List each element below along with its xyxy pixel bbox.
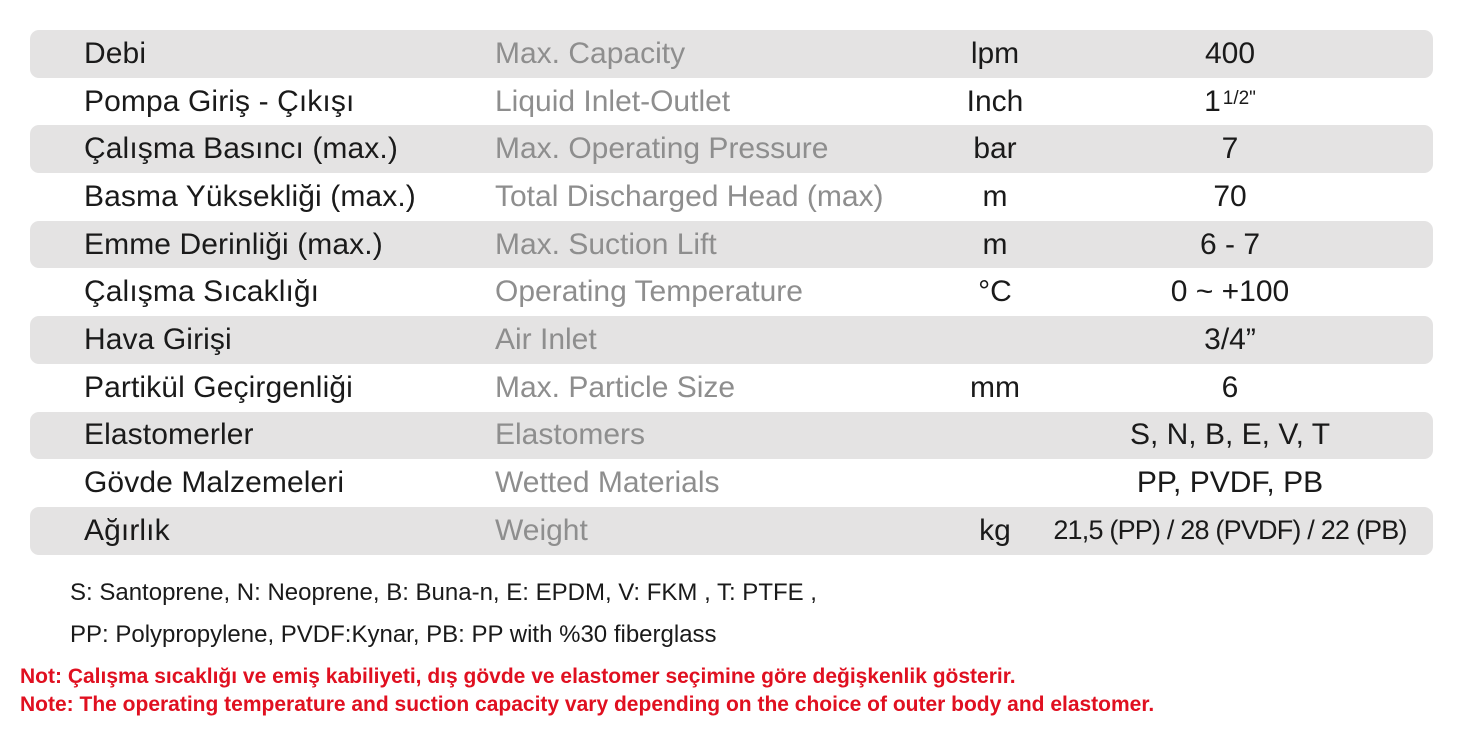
spec-row-suction-lift xyxy=(30,221,1433,269)
spec-label-en: Max. Suction Lift xyxy=(495,227,717,261)
note-turkish: Not: Çalışma sıcaklığı ve emiş kabiliyeti, dış gövde ve elastomer seçimine göre değişkenlik gösterir. xyxy=(20,665,1016,688)
spec-label-tr: Elastomerler xyxy=(84,418,254,452)
spec-row-wetted-materials xyxy=(30,459,1433,507)
spec-row-weight xyxy=(30,507,1433,555)
spec-label-tr: Debi xyxy=(84,36,147,70)
spec-row-operating-temperature xyxy=(30,268,1433,316)
spec-value: 6 - 7 xyxy=(1199,227,1261,261)
spec-label-tr: Çalışma Basıncı (max.) xyxy=(84,132,398,166)
spec-unit: bar xyxy=(973,132,1017,166)
spec-value: 400 xyxy=(1204,36,1256,70)
note-english: Note: The operating temperature and suction capacity vary depending on the choice of outer body and elastomer. xyxy=(20,693,1155,716)
spec-label-en: Elastomers xyxy=(495,418,646,452)
spec-label-en: Wetted Materials xyxy=(495,466,720,500)
spec-label-en: Liquid Inlet-Outlet xyxy=(495,84,731,118)
spec-unit: m xyxy=(982,179,1008,213)
spec-table xyxy=(30,30,1433,555)
spec-value-whole: 1 xyxy=(1204,84,1221,118)
spec-unit: Inch xyxy=(966,84,1024,118)
spec-label-tr: Çalışma Sıcaklığı xyxy=(84,275,320,309)
spec-row-particle-size xyxy=(30,364,1433,412)
spec-value: S, N, B, E, V, T xyxy=(1129,418,1331,452)
spec-unit: m xyxy=(982,227,1008,261)
spec-value-fraction: 1/2" xyxy=(1222,87,1256,109)
spec-label-tr: Ağırlık xyxy=(84,513,170,547)
spec-label-tr: Gövde Malzemeleri xyxy=(84,466,345,500)
elastomer-legend: S: Santoprene, N: Neoprene, B: Buna-n, E: EPDM, V: FKM , T: PTFE , xyxy=(70,579,817,606)
spec-unit: °C xyxy=(978,275,1012,309)
spec-row-discharge-head xyxy=(30,173,1433,221)
spec-value: 70 xyxy=(1213,179,1247,213)
spec-label-en: Operating Temperature xyxy=(495,275,803,309)
spec-unit: kg xyxy=(979,513,1011,547)
spec-label-en: Max. Capacity xyxy=(495,36,686,70)
spec-unit: lpm xyxy=(970,36,1020,70)
spec-value: 21,5 (PP) / 28 (PVDF) / 22 (PB) xyxy=(1053,515,1407,546)
spec-row-air-inlet xyxy=(30,316,1433,364)
spec-value xyxy=(1030,78,1430,126)
spec-label-en: Weight xyxy=(495,513,588,547)
spec-value: 6 xyxy=(1221,370,1239,404)
spec-label-en: Max. Particle Size xyxy=(495,370,736,404)
spec-label-tr: Hava Girişi xyxy=(84,322,232,356)
spec-unit: mm xyxy=(970,370,1020,404)
materials-legend: PP: Polypropylene, PVDF:Kynar, PB: PP with %30 fiberglass xyxy=(70,621,717,648)
spec-value: PP, PVDF, PB xyxy=(1136,466,1324,500)
spec-row-capacity xyxy=(30,30,1433,78)
spec-label-tr: Partikül Geçirgenliği xyxy=(84,370,353,404)
spec-label-tr: Emme Derinliği (max.) xyxy=(84,227,383,261)
spec-label-en: Air Inlet xyxy=(495,322,597,356)
spec-row-operating-pressure xyxy=(30,125,1433,173)
spec-value: 0 ~ +100 xyxy=(1170,275,1290,309)
spec-label-en: Total Discharged Head (max) xyxy=(495,179,884,213)
spec-value: 7 xyxy=(1221,132,1239,166)
spec-label-tr: Pompa Giriş - Çıkışı xyxy=(84,84,355,118)
spec-label-tr: Basma Yüksekliği (max.) xyxy=(84,179,416,213)
spec-label-en: Max. Operating Pressure xyxy=(495,132,829,166)
spec-row-elastomers xyxy=(30,412,1433,460)
spec-value: 3/4” xyxy=(1204,322,1256,356)
spec-row-inlet-outlet xyxy=(30,78,1433,126)
